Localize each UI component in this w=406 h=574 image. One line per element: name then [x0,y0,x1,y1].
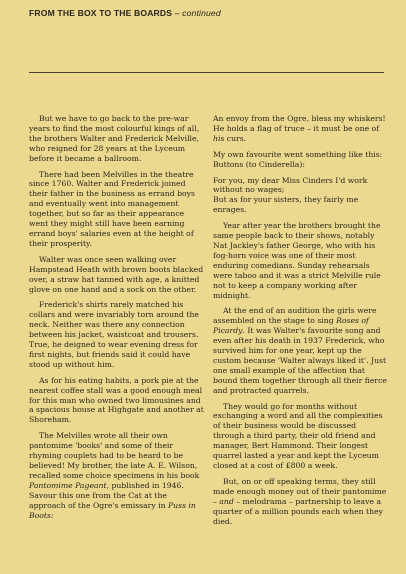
header-title: FROM THE BOX TO THE BOARDS [29,8,173,18]
verse-line: For you, my dear Miss Cinders I'd work without no wages; [213,175,368,195]
header-rule [29,72,384,73]
emphasis: his [213,133,225,143]
verse-line: An envoy from the Ogre, bless my whiskers! [213,114,386,123]
text-run: curs. [224,133,247,143]
paragraph [213,306,388,395]
right-column [213,114,388,532]
text-run: He holds a flag of truce – it must be one of [213,123,380,133]
paragraph: Walter was once seen walking over Hampstead Heath with brown boots blacked over, a straw hat tanned with age, a knitted glove on one hand and a sock on the other. [29,254,204,294]
text-run: – melodrama – partnership to leave a quarter of a million pounds each when they died. [213,496,383,526]
paragraph: But we have to go back to the pre-war years to find the most colourful kings of all, the brothers Walter and Frederick Melville, who reigned for 28 years at the Lyceum before it became a ballroom. [29,114,200,163]
emphasis: and [219,496,234,506]
verse-line: But as for your sisters, they fairly me enrages. [213,195,359,215]
running-header [29,8,389,18]
verse [213,176,388,216]
paragraph [213,477,388,527]
song-title: Roses of Picardy [213,316,369,336]
paragraph: They would go for months without exchanging a word and all the complexities of their business would be discussed through a third party, their old friend and manager, Bert Hammond. Their longest quarrel lasted a year and kept the Lyceum closed at a cost of £800 a week. [213,401,383,470]
text-run: At the end of an audition the girls were assembled on the stage to sing [213,306,377,326]
header-continued: – continued [172,8,221,18]
pantomime-title: Puss in Boots: [29,500,196,520]
paragraph: Frederick's shirts rarely matched his collars and were invariably torn around the neck. Neither was there any connection between his jacket, waistcoat and trousers. True, he deigned to wear evening dress for first nights, but friends said it could have stood up without him. [29,300,199,369]
text-run: But, on or off speaking terms, they still made enough money out of their pantomime – [213,476,387,506]
paragraph: There had been Melvilles in the theatre since 1760. Walter and Frederick joined their father in the business as errand boys and eventually went into management together, but so far as their appearance went they might still have been earning errand boys' salaries even at the height of their prosperity. [29,169,195,248]
text-run: , published in 1946. Savour this one from the Cat at the approach of the Ogre's emissary in [29,480,184,510]
text-run: . It was Walter's favourite song and even after his death in 1937 Frederick, who survived him for one year, kept up the custom because 'Walter always liked it'. Just one small example of the affection that bound them together through all their fierce and protracted quarrels. [213,326,387,395]
paragraph: Year after year the brothers brought the same people back to their shows, notably Nat Jackley's father George, who with his fog-horn voice was one of their most enduring comedians. Sunday rehearsals were taboo and it was a strict Melville rule not to keep a company working after midnight. [213,221,381,300]
paragraph [29,431,204,520]
text-run: The Melvilles wrote all their own pantomime 'books' and some of their rhyming couplets had to be heard to be believed! My brother, the late A. E. Wilson, recalled some choice specimens in his book [29,431,200,480]
paragraph: My own favourite went something like this: Buttons (to Cinderella): [213,149,383,169]
paragraph: As for his eating habits, a pork pie at the nearest coffee stall was a good enough meal for this man who owned two limousines and a spacious house at Highgate and another at Shoreham. [29,375,204,425]
left-column [29,114,204,526]
verse [213,114,388,144]
book-title: Pantomime Pageant [29,480,107,490]
